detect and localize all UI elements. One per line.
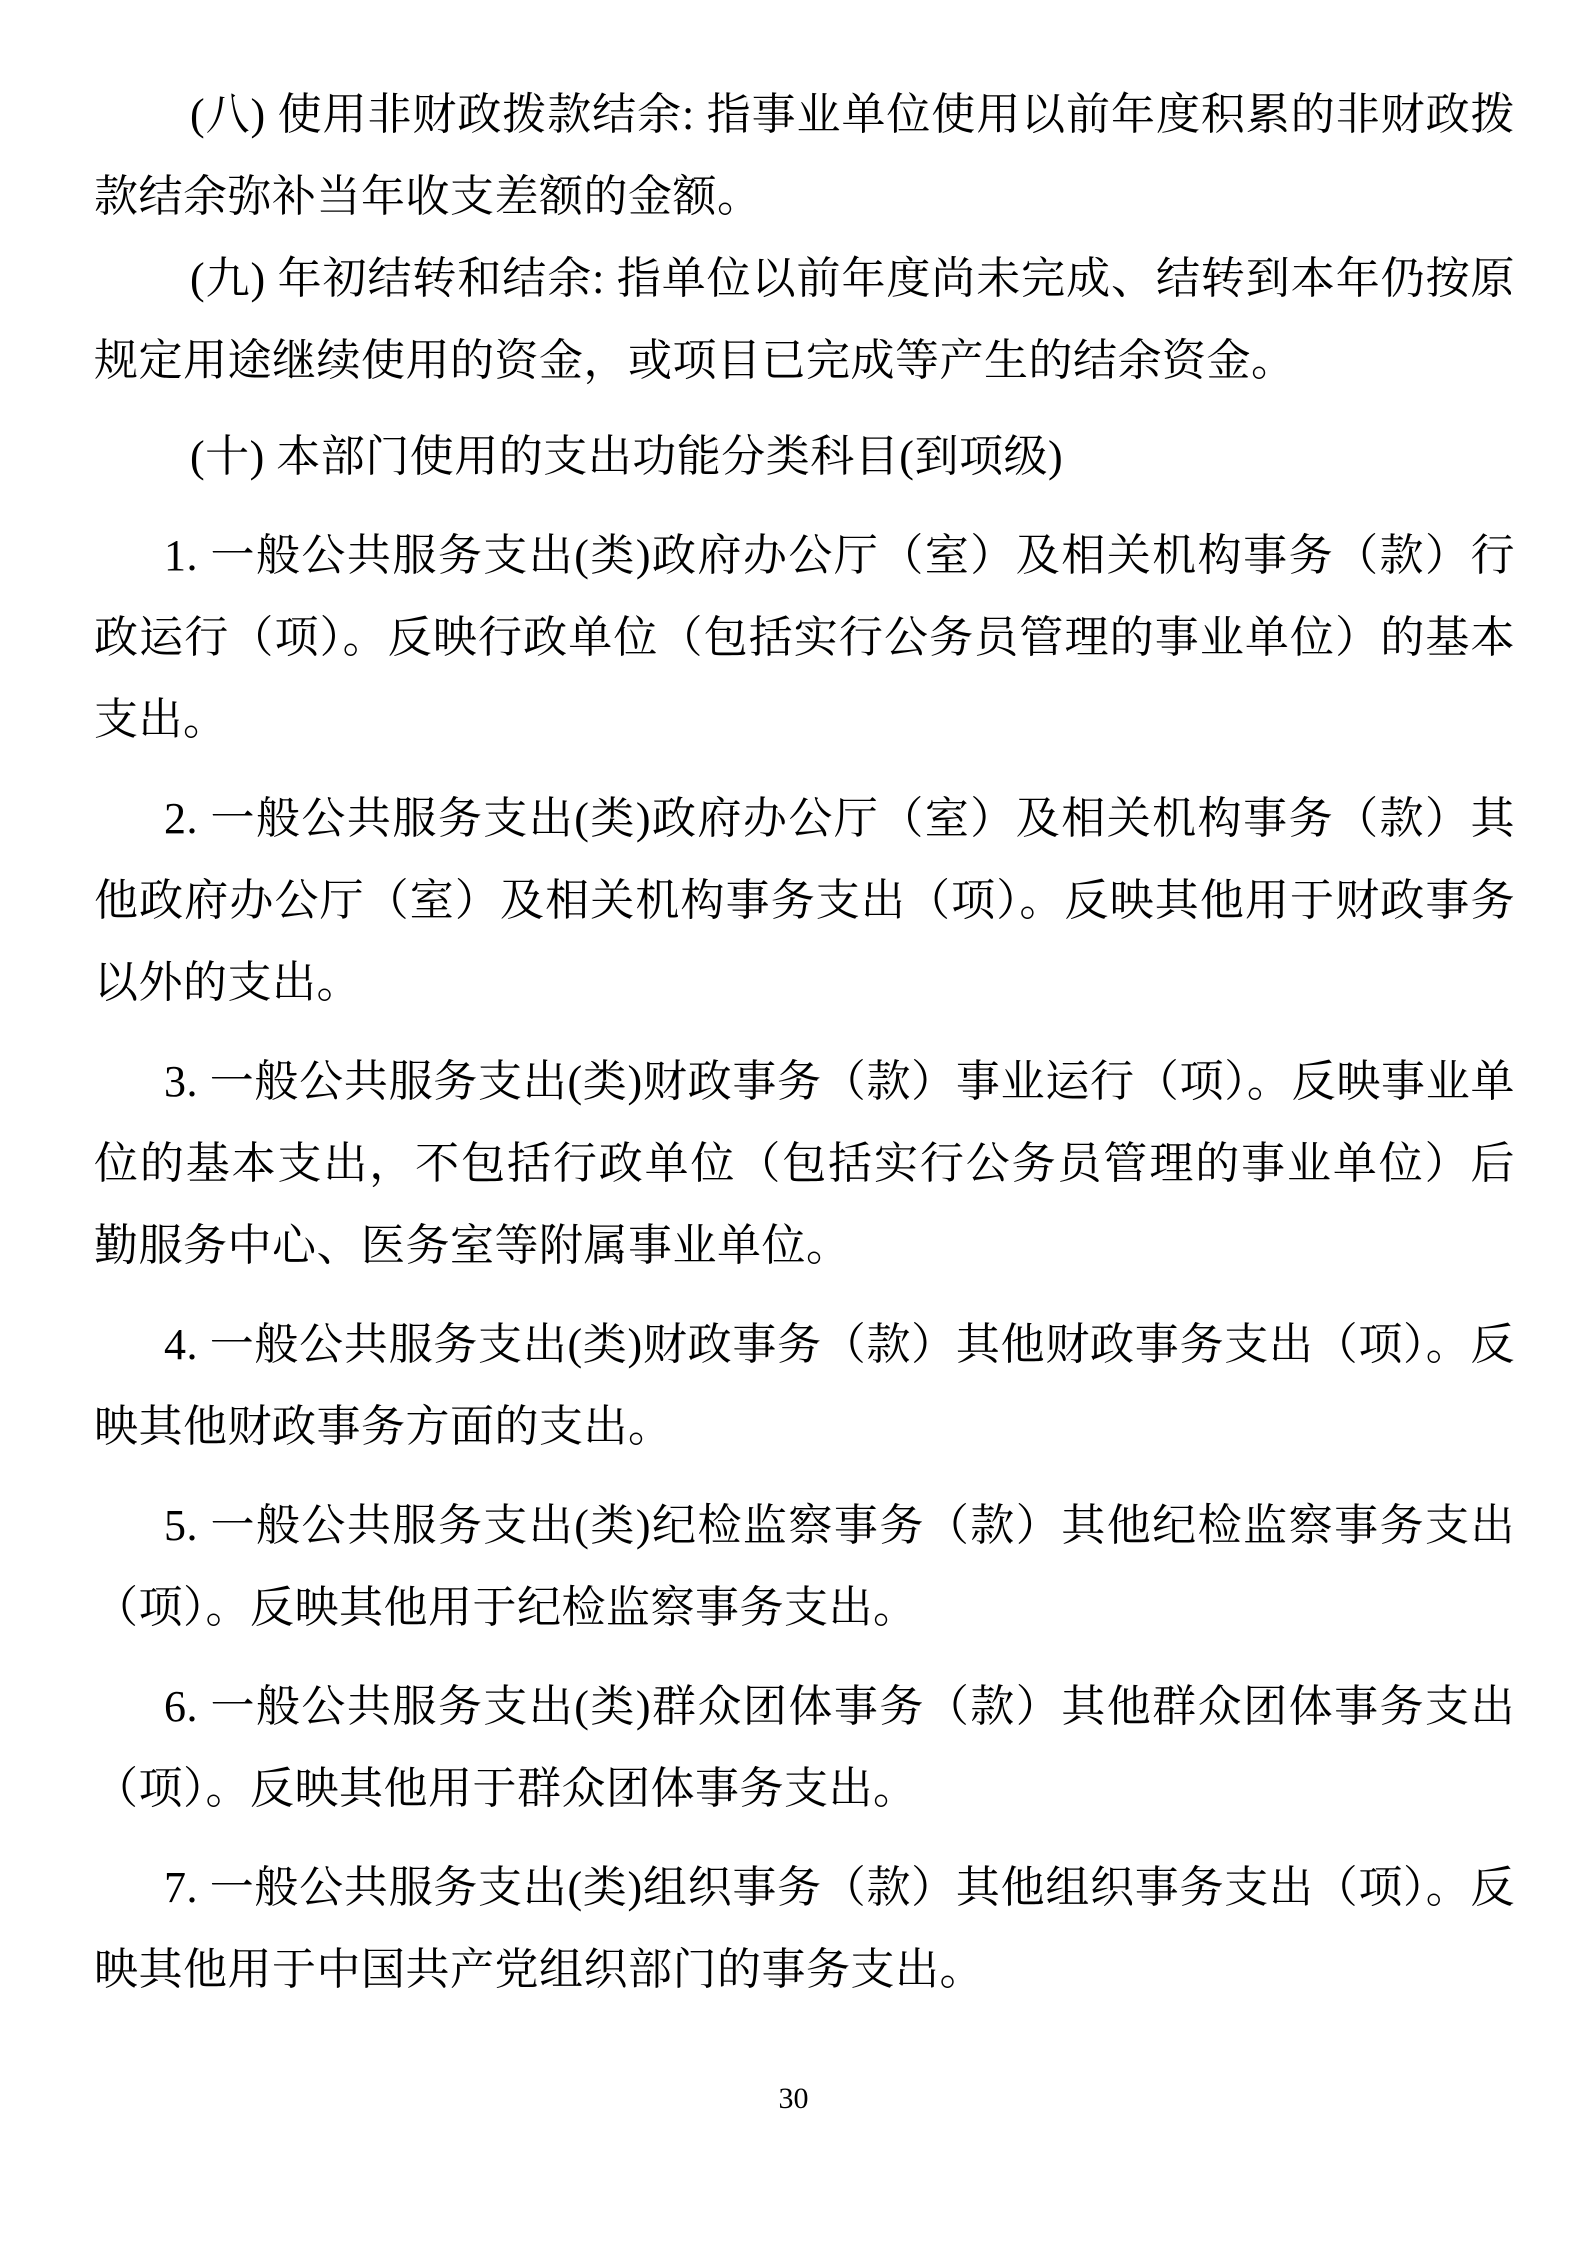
list-item-3: 3. 一般公共服务支出(类)财政事务（款）事业运行（项）。反映事业单位的基本支出，不包括行政单位（包括实行公务员管理的事业单位）后勤服务中心、医务室等附属事业单位。	[94, 1057, 1515, 1270]
paragraph-definition-8: (八) 使用非财政拨款结余: 指事业单位使用以前年度积累的非财政拨款结余弥补当年收支差额的金额。	[94, 90, 1515, 221]
list-item-1: 1. 一般公共服务支出(类)政府办公厅（室）及相关机构事务（款）行政运行（项）。反映行政单位（包括实行公务员管理的事业单位）的基本支出。	[94, 531, 1515, 744]
document-body	[94, 74, 1515, 2011]
list-item-5: 5. 一般公共服务支出(类)纪检监察事务（款）其他纪检监察事务支出（项）。反映其他用于纪检监察事务支出。	[94, 1501, 1515, 1632]
heading-expenditure-classification: (十) 本部门使用的支出功能分类科目(到项级)	[190, 432, 1064, 481]
list-item-6: 6. 一般公共服务支出(类)群众团体事务（款）其他群众团体事务支出（项）。反映其他用于群众团体事务支出。	[94, 1682, 1515, 1813]
page-number: 30	[778, 2082, 809, 2115]
paragraph-definition-9: (九) 年初结转和结余: 指单位以前年度尚未完成、结转到本年仍按原规定用途继续使用的资金，或项目已完成等产生的结余资金。	[94, 254, 1515, 385]
list-item-4: 4. 一般公共服务支出(类)财政事务（款）其他财政事务支出（项）。反映其他财政事务方面的支出。	[94, 1320, 1515, 1451]
list-item-2: 2. 一般公共服务支出(类)政府办公厅（室）及相关机构事务（款）其他政府办公厅（室）及相关机构事务支出（项）。反映其他用于财政事务以外的支出。	[94, 794, 1515, 1007]
list-item-7: 7. 一般公共服务支出(类)组织事务（款）其他组织事务支出（项）。反映其他用于中国共产党组织部门的事务支出。	[94, 1863, 1515, 1994]
